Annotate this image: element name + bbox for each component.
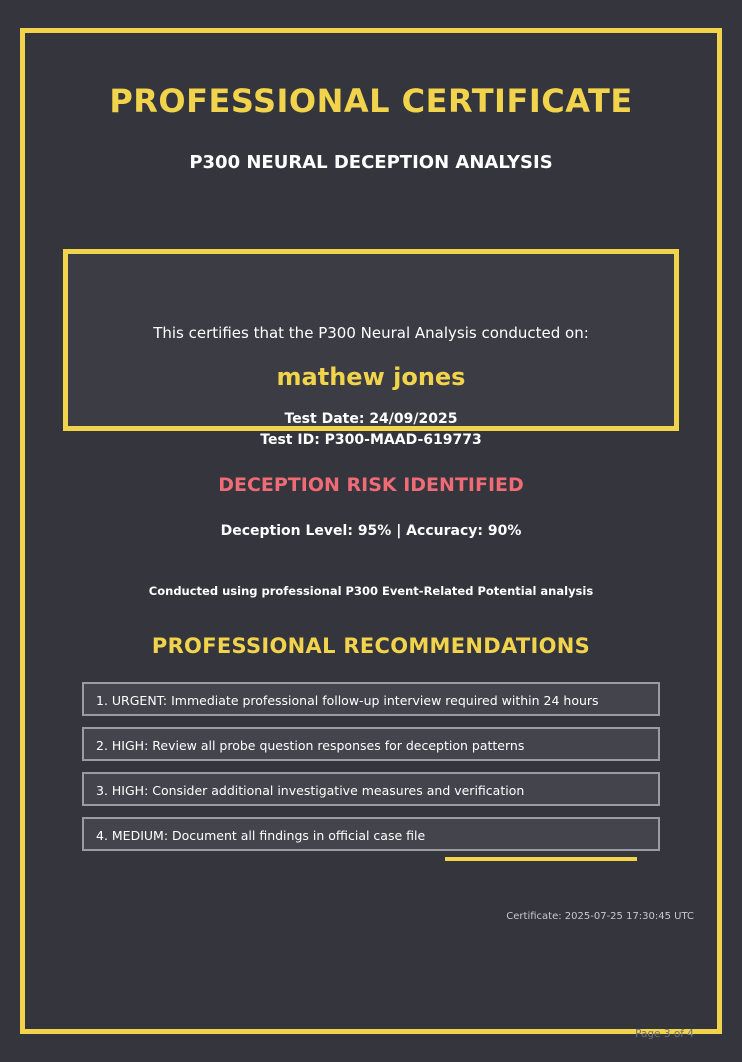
- accent-divider: [445, 857, 637, 861]
- list-item: 4. MEDIUM: Document all findings in official case file: [82, 817, 660, 851]
- levels-summary: Deception Level: 95% | Accuracy: 90%: [220, 523, 522, 539]
- certify-statement: This certifies that the P300 Neural Analysis conducted on:: [153, 324, 589, 342]
- page-title: PROFESSIONAL CERTIFICATE: [109, 82, 633, 120]
- list-item: 1. URGENT: Immediate professional follow-up interview required within 24 hours: [82, 682, 660, 716]
- certificate-content: [41, 49, 701, 1013]
- certificate-stamp: Certificate: 2025-07-25 17:30:45 UTC: [506, 911, 694, 922]
- page-subtitle: P300 NEURAL DECEPTION ANALYSIS: [189, 152, 553, 173]
- test-date: Test Date: 24/09/2025: [284, 411, 458, 427]
- list-item: 2. HIGH: Review all probe question responses for deception patterns: [82, 727, 660, 761]
- method-note: Conducted using professional P300 Event-Related Potential analysis: [148, 584, 594, 598]
- recommendations-list: [41, 682, 701, 851]
- test-id: Test ID: P300-MAAD-619773: [260, 432, 482, 448]
- risk-statement: DECEPTION RISK IDENTIFIED: [218, 474, 524, 496]
- list-item: 3. HIGH: Consider additional investigative measures and verification: [82, 772, 660, 806]
- certificate-details-panel: [63, 249, 679, 598]
- recommendations-title: PROFESSIONAL RECOMMENDATIONS: [151, 634, 591, 658]
- page-number: Page 3 of 4: [635, 1028, 694, 1040]
- subject-name: mathew jones: [276, 363, 466, 391]
